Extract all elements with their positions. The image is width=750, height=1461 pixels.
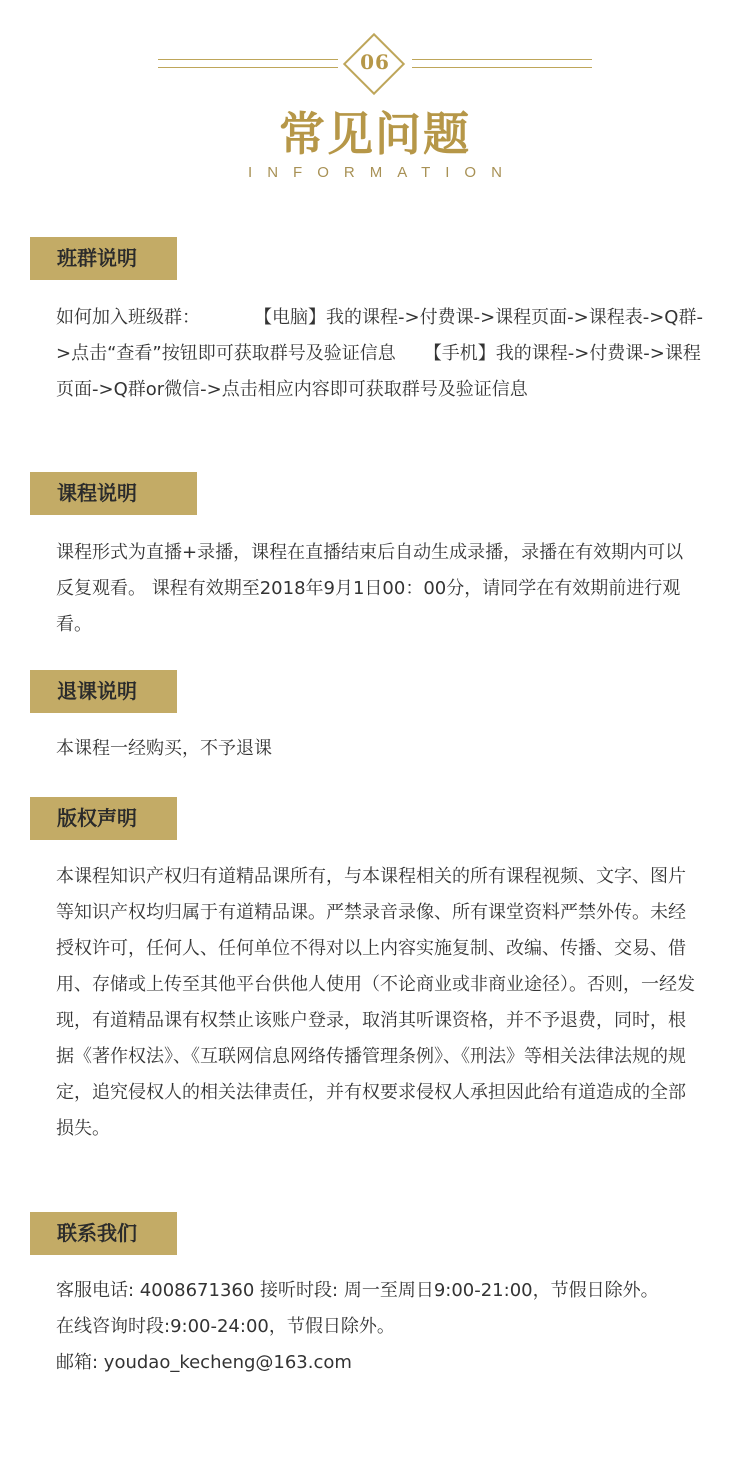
- copyright-text: 本课程知识产权归有道精品课所有，与本课程相关的所有课程视频、文字、图片等知识产权均归属于有道精品课。严禁录音录像、所有课堂资料严禁外传。未经授权许可，任何人、任何单位不得对以上内容实施复制、改编、传播、交易、借用、存储或上传至其他平台供他人使用（不论商业或非商业途径）。否则，一经发现，有道精品课有权禁止该账户登录，取消其听课资格，并不予退费，同时，根据《著作权法》、《互联网信息网络传播管理条例》、《刑法》等相关法律法规的规定，追究侵权人的相关法律责任，并有权要求侵权人承担因此给有道造成的全部损失。: [56, 866, 695, 1139]
- class-group-mobile: 【手机】我的课程->付费课->课程页面->Q群or微信->点击相应内容即可获取群号及验证信息: [56, 343, 701, 400]
- section-label-course: 课程说明: [30, 472, 197, 515]
- section-header: [0, 0, 750, 200]
- page-title: 常见问题: [279, 107, 471, 161]
- class-group-pc: 【电脑】我的课程->付费课->课程页面->课程表->Q群->点击“查看”按钮即可获取群号及验证信息: [56, 307, 703, 364]
- contact-text: [56, 1273, 696, 1381]
- page-subtitle: INFORMATION: [248, 164, 517, 181]
- contact-phone: 客服电话: 4008671360 接听时段: 周一至周日9:00-21:00，节假日除外。: [56, 1280, 659, 1301]
- left-rule-top: [158, 59, 338, 60]
- contact-online: 在线咨询时段:9:00-24:00，节假日除外。: [56, 1316, 395, 1337]
- class-group-intro: 如何加入班级群：: [56, 307, 200, 328]
- course-text: 课程形式为直播+录播，课程在直播结束后自动生成录播，录播在有效期内可以反复观看。 课程有效期至2018年9月1日00：00分，请同学在有效期前进行观看。: [56, 542, 684, 635]
- class-group-text: [56, 300, 716, 408]
- right-rule-bottom: [412, 67, 592, 68]
- right-rule-top: [412, 59, 592, 60]
- refund-text: 本课程一经购买，不予退课: [56, 738, 272, 759]
- section-label-contact: 联系我们: [30, 1212, 177, 1255]
- left-rule-bottom: [158, 67, 338, 68]
- contact-email[interactable]: 邮箱: youdao_kecheng@163.com: [56, 1352, 352, 1373]
- section-label-refund: 退课说明: [30, 670, 177, 713]
- section-label-copyright: 版权声明: [30, 797, 177, 840]
- section-number: 06: [360, 50, 390, 74]
- section-label-class-group: 班群说明: [30, 237, 177, 280]
